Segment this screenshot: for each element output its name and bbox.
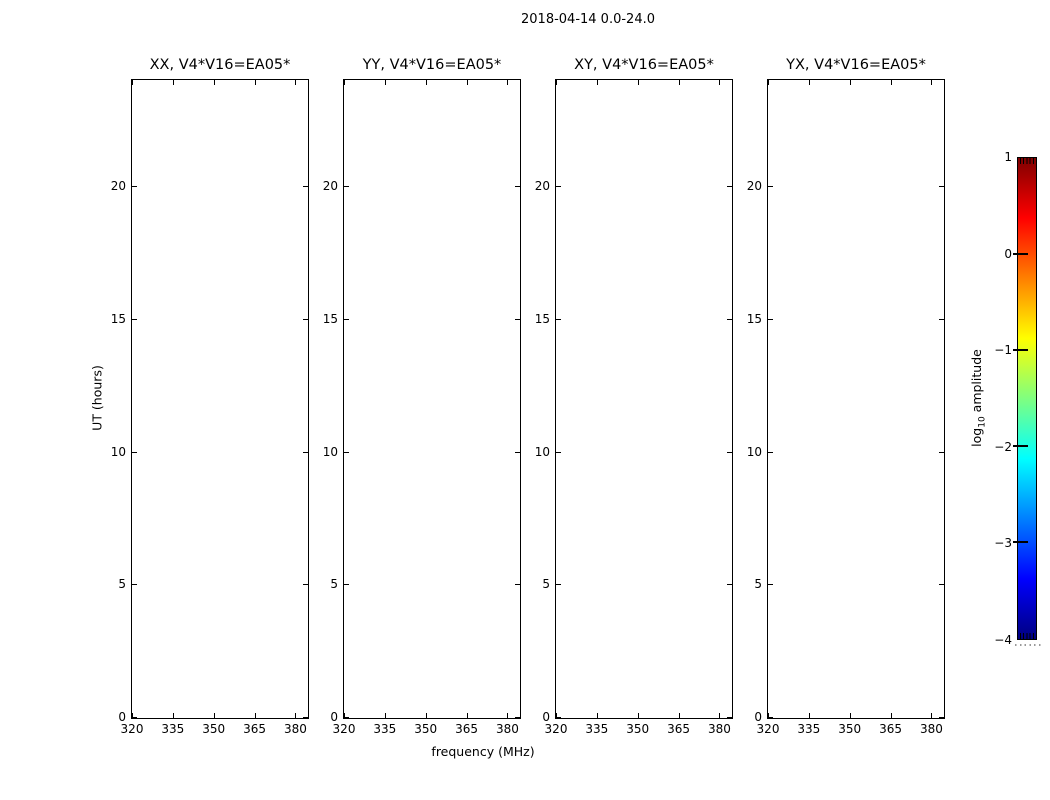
colorbar-tick-mark <box>1013 253 1028 255</box>
x-tick-mark-top <box>768 80 769 85</box>
y-tick-mark-left <box>768 717 773 718</box>
x-tick-label: 335 <box>797 722 821 736</box>
y-tick-mark-left <box>768 452 773 453</box>
y-axis-label: UT (hours) <box>89 365 105 431</box>
y-tick-label: 5 <box>754 577 762 592</box>
colorbar-under-dots <box>1015 644 1042 646</box>
y-tick-mark-left <box>556 717 561 718</box>
y-tick-mark-right <box>939 452 944 453</box>
y-tick-label: 15 <box>534 311 550 326</box>
y-tick-mark-right <box>939 717 944 718</box>
colorbar-tick-label: −1 <box>994 343 1012 358</box>
y-tick-mark-left <box>556 319 561 320</box>
y-tick-label: 20 <box>110 179 126 194</box>
colorbar-tick-mark <box>1013 349 1028 351</box>
colorbar-bottom-comb-marks <box>1020 633 1034 639</box>
y-tick-mark-left <box>556 186 561 187</box>
y-tick-label: 20 <box>534 179 550 194</box>
y-tick-label: 20 <box>322 179 338 194</box>
x-tick-mark-top <box>385 80 386 85</box>
x-tick-label: 350 <box>626 722 650 736</box>
x-tick-mark-top <box>173 80 174 85</box>
x-tick-mark-top <box>679 80 680 85</box>
y-tick-label: 0 <box>118 710 126 724</box>
colorbar-tick-mark <box>1013 541 1028 543</box>
x-tick-mark-top <box>850 80 851 85</box>
x-tick-mark-top <box>931 80 932 85</box>
subplot-yy-title: YY, V4*V16=EA05* <box>362 57 502 73</box>
x-tick-mark-bottom <box>295 713 296 718</box>
x-tick-label: 365 <box>243 722 267 736</box>
subplot-xy-title: XY, V4*V16=EA05* <box>574 57 714 73</box>
y-tick-label: 5 <box>330 577 338 592</box>
x-tick-mark-bottom <box>809 713 810 718</box>
x-tick-mark-bottom <box>426 713 427 718</box>
y-tick-mark-left <box>768 186 773 187</box>
x-tick-mark-top <box>295 80 296 85</box>
x-tick-mark-bottom <box>719 713 720 718</box>
y-tick-mark-left <box>132 186 137 187</box>
x-tick-label: 380 <box>920 722 943 736</box>
x-tick-label: 350 <box>202 722 226 736</box>
x-tick-label: 380 <box>496 722 519 736</box>
y-tick-label: 0 <box>542 710 550 724</box>
colorbar-tick-label: 0 <box>1004 246 1012 261</box>
y-tick-mark-left <box>344 717 349 718</box>
figure-title: 2018-04-14 0.0-24.0 <box>521 12 655 27</box>
x-tick-mark-bottom <box>507 713 508 718</box>
x-tick-mark-top <box>719 80 720 85</box>
y-tick-mark-left <box>768 319 773 320</box>
y-tick-mark-left <box>768 584 773 585</box>
y-tick-mark-left <box>132 584 137 585</box>
x-tick-mark-bottom <box>214 713 215 718</box>
y-tick-label: 20 <box>746 179 762 194</box>
x-tick-label: 335 <box>373 722 397 736</box>
y-tick-mark-left <box>132 717 137 718</box>
y-tick-label: 15 <box>110 311 126 326</box>
x-tick-label: 350 <box>838 722 862 736</box>
x-tick-mark-bottom <box>173 713 174 718</box>
x-tick-mark-top <box>214 80 215 85</box>
y-tick-label: 10 <box>534 444 550 459</box>
y-tick-label: 10 <box>322 444 338 459</box>
colorbar <box>1017 157 1037 640</box>
colorbar-tick-label: −3 <box>994 536 1012 551</box>
x-tick-mark-bottom <box>679 713 680 718</box>
x-tick-label: 380 <box>284 722 307 736</box>
y-tick-mark-right <box>939 186 944 187</box>
x-tick-label: 380 <box>708 722 731 736</box>
y-tick-mark-left <box>132 319 137 320</box>
y-tick-label: 5 <box>542 577 550 592</box>
x-tick-mark-top <box>132 80 133 85</box>
subplot-xx <box>110 57 309 736</box>
x-axis-label: frequency (MHz) <box>431 744 535 759</box>
subplot-xy <box>534 57 733 736</box>
x-tick-mark-top <box>638 80 639 85</box>
y-tick-label: 5 <box>118 577 126 592</box>
y-tick-label: 0 <box>754 710 762 724</box>
y-tick-mark-right <box>939 584 944 585</box>
x-tick-label: 320 <box>756 722 780 736</box>
x-tick-label: 365 <box>455 722 479 736</box>
subplot-yx-title: YX, V4*V16=EA05* <box>786 57 926 73</box>
x-tick-mark-top <box>507 80 508 85</box>
x-tick-mark-top <box>467 80 468 85</box>
colorbar-tick-mark <box>1013 445 1028 447</box>
x-tick-mark-top <box>426 80 427 85</box>
subplot-yy <box>322 57 521 736</box>
y-tick-label: 15 <box>322 311 338 326</box>
colorbar-label: $\log_{10}$ amplitude <box>968 349 988 447</box>
x-tick-mark-bottom <box>597 713 598 718</box>
colorbar-top-comb-marks <box>1020 158 1034 164</box>
x-tick-mark-top <box>809 80 810 85</box>
x-tick-mark-bottom <box>467 713 468 718</box>
x-tick-mark-top <box>597 80 598 85</box>
x-tick-mark-top <box>344 80 345 85</box>
y-tick-label: 10 <box>746 444 762 459</box>
x-tick-mark-top <box>891 80 892 85</box>
y-tick-label: 15 <box>746 311 762 326</box>
y-tick-mark-left <box>344 186 349 187</box>
x-tick-mark-bottom <box>385 713 386 718</box>
subplot-xx-title: XX, V4*V16=EA05* <box>149 57 291 73</box>
x-tick-label: 320 <box>120 722 144 736</box>
x-tick-label: 365 <box>667 722 691 736</box>
y-tick-mark-left <box>344 452 349 453</box>
colorbar-tick-label: −4 <box>994 633 1012 647</box>
colorbar-tick-label: 1 <box>1004 150 1012 164</box>
x-tick-mark-top <box>255 80 256 85</box>
x-tick-mark-bottom <box>931 713 932 718</box>
x-tick-label: 335 <box>585 722 609 736</box>
x-tick-label: 365 <box>879 722 903 736</box>
x-tick-mark-bottom <box>850 713 851 718</box>
y-tick-mark-left <box>132 452 137 453</box>
y-tick-label: 10 <box>110 444 126 459</box>
y-tick-mark-left <box>556 584 561 585</box>
y-tick-mark-right <box>939 319 944 320</box>
x-tick-mark-top <box>556 80 557 85</box>
x-tick-label: 320 <box>332 722 356 736</box>
subplot-yx <box>746 57 945 736</box>
y-tick-mark-left <box>344 584 349 585</box>
y-tick-mark-left <box>556 452 561 453</box>
x-tick-mark-bottom <box>255 713 256 718</box>
x-tick-mark-bottom <box>638 713 639 718</box>
y-tick-label: 0 <box>330 710 338 724</box>
x-tick-mark-bottom <box>891 713 892 718</box>
colorbar-tick-label: −2 <box>994 439 1012 454</box>
x-tick-label: 350 <box>414 722 438 736</box>
x-tick-label: 335 <box>161 722 185 736</box>
x-tick-label: 320 <box>544 722 568 736</box>
y-tick-mark-left <box>344 319 349 320</box>
